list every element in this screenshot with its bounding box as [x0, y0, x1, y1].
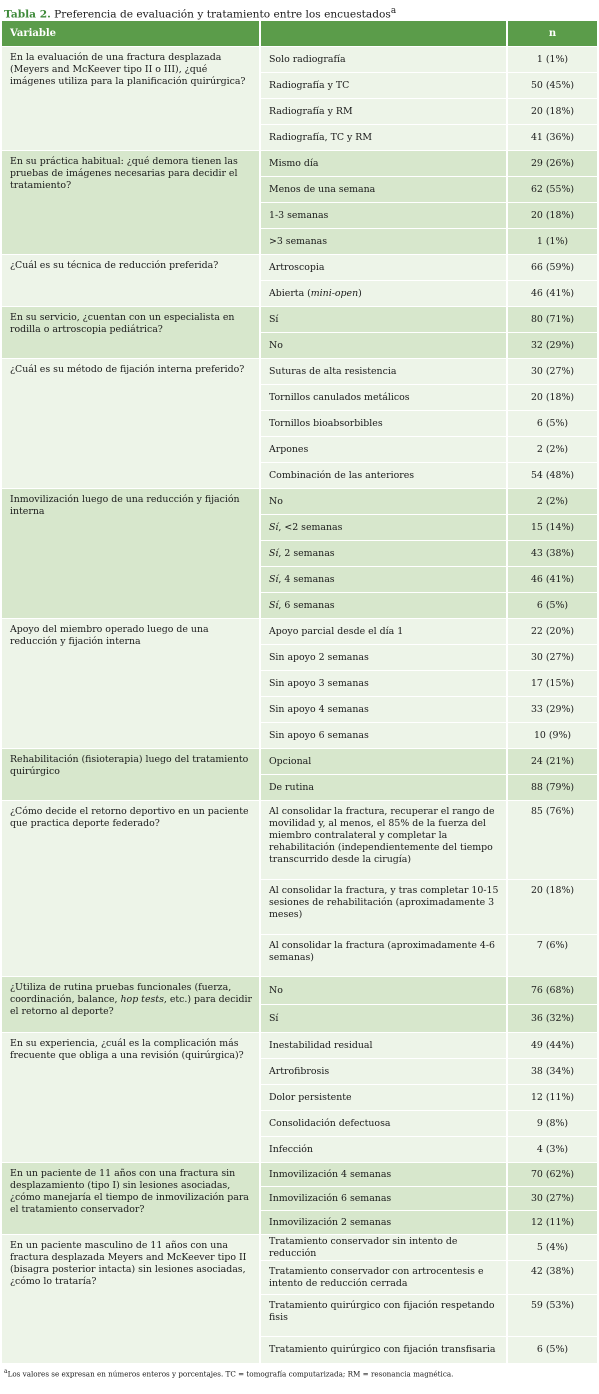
question-group: [2, 801, 597, 977]
option-cell: De rutina: [260, 775, 507, 801]
option-cell: Al consolidar la fractura (aproximadamente 4-6 semanas): [260, 935, 507, 977]
count-cell: 7 (6%): [507, 935, 597, 977]
table-row: [2, 307, 597, 333]
option-cell: Consolidación defectuosa: [260, 1111, 507, 1137]
count-cell: 9 (8%): [507, 1111, 597, 1137]
count-cell: 22 (20%): [507, 619, 597, 645]
table-row: [2, 489, 597, 515]
question-group: [2, 1163, 597, 1235]
count-cell: 6 (5%): [507, 593, 597, 619]
table-row: [2, 1033, 597, 1059]
question-cell: Rehabilitación (fisioterapia) luego del tratamiento quirúrgico: [2, 749, 260, 801]
count-cell: 50 (45%): [507, 73, 597, 99]
option-cell: Suturas de alta resistencia: [260, 359, 507, 385]
option-cell: Tratamiento conservador sin intento de reducción: [260, 1235, 507, 1261]
survey-results-table: [2, 21, 597, 1363]
count-cell: 85 (76%): [507, 801, 597, 880]
question-group: [2, 307, 597, 359]
count-cell: 76 (68%): [507, 977, 597, 1005]
header-variable: Variable: [2, 21, 260, 47]
option-cell: >3 semanas: [260, 229, 507, 255]
table-row: [2, 359, 597, 385]
option-cell: Tratamiento quirúrgico con fijación respetando fisis: [260, 1295, 507, 1337]
count-cell: 1 (1%): [507, 47, 597, 73]
table-row: [2, 1163, 597, 1187]
count-cell: 80 (71%): [507, 307, 597, 333]
option-cell: Tornillos bioabsorbibles: [260, 411, 507, 437]
question-cell: ¿Cuál es su método de fijación interna preferido?: [2, 359, 260, 489]
count-cell: 66 (59%): [507, 255, 597, 281]
question-group: [2, 1033, 597, 1163]
table-footnote: [2, 1368, 597, 1378]
question-cell: En un paciente de 11 años con una fractura sin desplazamiento (tipo I) sin lesiones asociadas, ¿cómo manejaría el tiempo de inmovilización para el tratamiento conservador?: [2, 1163, 260, 1235]
option-cell: Tratamiento conservador con artrocentesis e intento de reducción cerrada: [260, 1261, 507, 1295]
option-cell: Sin apoyo 2 semanas: [260, 645, 507, 671]
count-cell: 42 (38%): [507, 1261, 597, 1295]
question-group: [2, 47, 597, 151]
footnote-text: Los valores se expresan en números enteros y porcentajes. TC = tomografía computarizada; RM = resonancia magnética.: [7, 1368, 454, 1378]
table-row: [2, 977, 597, 1005]
option-cell: Sin apoyo 6 semanas: [260, 723, 507, 749]
count-cell: 59 (53%): [507, 1295, 597, 1337]
count-cell: 88 (79%): [507, 775, 597, 801]
option-cell: Opcional: [260, 749, 507, 775]
option-cell: Radiografía y RM: [260, 99, 507, 125]
count-cell: 17 (15%): [507, 671, 597, 697]
count-cell: 6 (5%): [507, 411, 597, 437]
option-cell: Sin apoyo 3 semanas: [260, 671, 507, 697]
table-row: [2, 1235, 597, 1261]
count-cell: 46 (41%): [507, 281, 597, 307]
question-group: [2, 1235, 597, 1363]
question-group: [2, 151, 597, 255]
question-cell: ¿Cuál es su técnica de reducción preferida?: [2, 255, 260, 307]
count-cell: 20 (18%): [507, 880, 597, 935]
count-cell: 30 (27%): [507, 1187, 597, 1211]
option-cell: Infección: [260, 1137, 507, 1163]
count-cell: 70 (62%): [507, 1163, 597, 1187]
count-cell: 36 (32%): [507, 1005, 597, 1033]
count-cell: 20 (18%): [507, 385, 597, 411]
option-cell: Al consolidar la fractura, y tras completar 10-15 sesiones de rehabilitación (aproximadamente 3 meses): [260, 880, 507, 935]
option-cell: Solo radiografía: [260, 47, 507, 73]
option-cell: Combinación de las anteriores: [260, 463, 507, 489]
table-row: [2, 255, 597, 281]
count-cell: 38 (34%): [507, 1059, 597, 1085]
count-cell: 62 (55%): [507, 177, 597, 203]
header-option: [260, 21, 507, 47]
option-cell: Inmovilización 2 semanas: [260, 1211, 507, 1235]
count-cell: 12 (11%): [507, 1211, 597, 1235]
count-cell: 54 (48%): [507, 463, 597, 489]
document-page: [2, 0, 597, 1378]
option-cell: Artroscopia: [260, 255, 507, 281]
count-cell: 5 (4%): [507, 1235, 597, 1261]
question-cell: Apoyo del miembro operado luego de una reducción y fijación interna: [2, 619, 260, 749]
question-cell: En su servicio, ¿cuentan con un especialista en rodilla o artroscopia pediátrica?: [2, 307, 260, 359]
count-cell: 10 (9%): [507, 723, 597, 749]
table-caption-label: Tabla 2.: [4, 8, 51, 21]
option-cell: No: [260, 333, 507, 359]
option-cell: Sí, 6 semanas: [260, 593, 507, 619]
option-cell: Sí: [260, 1005, 507, 1033]
question-cell: En su práctica habitual: ¿qué demora tienen las pruebas de imágenes necesarias para decidir el tratamiento?: [2, 151, 260, 255]
option-cell: Inmovilización 6 semanas: [260, 1187, 507, 1211]
question-group: [2, 619, 597, 749]
table-row: [2, 749, 597, 775]
option-cell: Tratamiento quirúrgico con fijación transfisaria: [260, 1337, 507, 1363]
option-cell: Sí, 4 semanas: [260, 567, 507, 593]
count-cell: 30 (27%): [507, 645, 597, 671]
table-caption-mark: a: [390, 6, 397, 16]
table-caption: [2, 2, 597, 21]
question-cell: En la evaluación de una fractura desplazada (Meyers and McKeever tipo II o III), ¿qué imágenes utiliza para la planificación quirúrgica?: [2, 47, 260, 151]
option-cell: Radiografía, TC y RM: [260, 125, 507, 151]
table-caption-text: Preferencia de evaluación y tratamiento entre los encuestados: [54, 8, 391, 21]
question-group: [2, 749, 597, 801]
count-cell: 30 (27%): [507, 359, 597, 385]
count-cell: 29 (26%): [507, 151, 597, 177]
table-row: [2, 151, 597, 177]
option-cell: No: [260, 977, 507, 1005]
option-cell: Apoyo parcial desde el día 1: [260, 619, 507, 645]
question-cell: En un paciente masculino de 11 años con una fractura desplazada Meyers and McKeever tipo II (bisagra posterior intacta) sin lesiones asociadas, ¿cómo lo trataría?: [2, 1235, 260, 1363]
question-group: [2, 359, 597, 489]
question-group: [2, 977, 597, 1033]
count-cell: 41 (36%): [507, 125, 597, 151]
count-cell: 1 (1%): [507, 229, 597, 255]
option-cell: Inmovilización 4 semanas: [260, 1163, 507, 1187]
count-cell: 24 (21%): [507, 749, 597, 775]
question-cell: ¿Utiliza de rutina pruebas funcionales (fuerza, coordinación, balance, hop tests, etc.) para decidir el retorno al deporte?: [2, 977, 260, 1033]
option-cell: Artrofibrosis: [260, 1059, 507, 1085]
count-cell: 6 (5%): [507, 1337, 597, 1363]
option-cell: Arpones: [260, 437, 507, 463]
option-cell: Sí, 2 semanas: [260, 541, 507, 567]
header-n: n: [507, 21, 597, 47]
option-cell: 1-3 semanas: [260, 203, 507, 229]
table-row: [2, 47, 597, 73]
option-cell: Al consolidar la fractura, recuperar el rango de movilidad y, al menos, el 85% de la fuerza del miembro contralateral y completar la rehabilitación (independientemente del tiempo transcurrido desde la cirugía): [260, 801, 507, 880]
count-cell: 32 (29%): [507, 333, 597, 359]
option-cell: Sí: [260, 307, 507, 333]
question-cell: Inmovilización luego de una reducción y fijación interna: [2, 489, 260, 619]
count-cell: 12 (11%): [507, 1085, 597, 1111]
count-cell: 20 (18%): [507, 99, 597, 125]
count-cell: 15 (14%): [507, 515, 597, 541]
count-cell: 33 (29%): [507, 697, 597, 723]
option-cell: Sin apoyo 4 semanas: [260, 697, 507, 723]
count-cell: 4 (3%): [507, 1137, 597, 1163]
option-cell: Radiografía y TC: [260, 73, 507, 99]
option-cell: Abierta (mini-open): [260, 281, 507, 307]
question-cell: En su experiencia, ¿cuál es la complicación más frecuente que obliga a una revisión (quirúrgica)?: [2, 1033, 260, 1163]
count-cell: 2 (2%): [507, 437, 597, 463]
option-cell: Sí, <2 semanas: [260, 515, 507, 541]
count-cell: 2 (2%): [507, 489, 597, 515]
count-cell: 43 (38%): [507, 541, 597, 567]
option-cell: Inestabilidad residual: [260, 1033, 507, 1059]
question-group: [2, 489, 597, 619]
question-group: [2, 255, 597, 307]
option-cell: Tornillos canulados metálicos: [260, 385, 507, 411]
count-cell: 20 (18%): [507, 203, 597, 229]
option-cell: Dolor persistente: [260, 1085, 507, 1111]
table-row: [2, 801, 597, 880]
table-header-row: [2, 21, 597, 47]
question-cell: ¿Cómo decide el retorno deportivo en un paciente que practica deporte federado?: [2, 801, 260, 977]
option-cell: No: [260, 489, 507, 515]
count-cell: 46 (41%): [507, 567, 597, 593]
table-row: [2, 619, 597, 645]
option-cell: Menos de una semana: [260, 177, 507, 203]
footnote-mark: a: [4, 1367, 8, 1375]
count-cell: 49 (44%): [507, 1033, 597, 1059]
option-cell: Mismo día: [260, 151, 507, 177]
